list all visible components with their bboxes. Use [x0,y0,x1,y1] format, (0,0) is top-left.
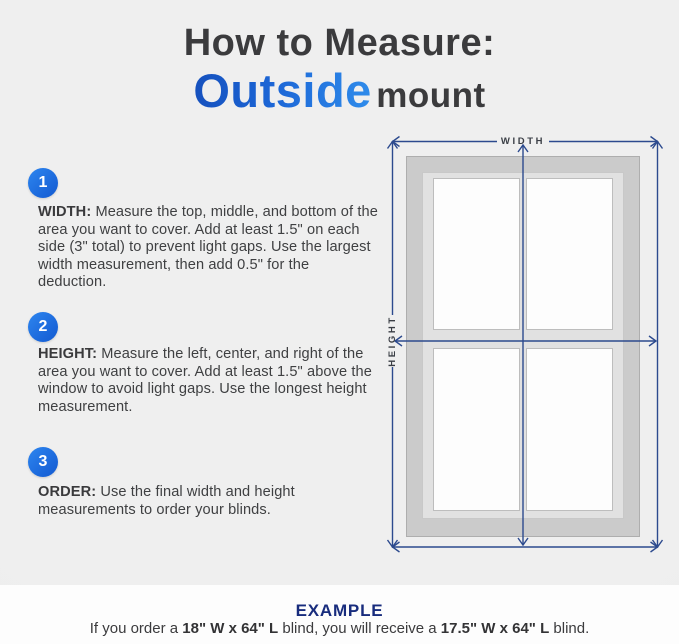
title-highlight: Outside [193,63,372,117]
step-3-body: Use the final width and height measurements to order your blinds. [38,484,295,518]
window-measurement-diagram [380,128,672,560]
window-diagram-svg [380,128,672,560]
title-suffix: mount [376,75,486,115]
example-sentence [0,621,679,637]
pane-bottom-right [527,349,613,511]
example-order-size: 18" W x 64" L [182,620,279,637]
pane-bottom-left [434,349,520,511]
step-3-number-badge: 3 [28,447,58,477]
step-2-label: HEIGHT: [38,346,98,362]
example-mid: blind, you will receive a [278,620,441,637]
step-1-number-badge: 1 [28,168,58,198]
title-line2 [0,63,679,117]
example-receive-size: 17.5" W x 64" L [440,620,550,637]
step-2-text [38,346,378,416]
width-dimension-label: WIDTH [500,136,546,147]
step-1-body: Measure the top, middle, and bottom of the area you want to cover. Add at least 1.5" on each side (3" total) to prevent light gaps. Use the largest width measurement, then add 0.5" for the deduction. [38,204,378,290]
example-pre: If you order a [89,620,183,637]
bottom-width-arrow [393,542,658,552]
step-3-text [38,484,378,519]
example-post: blind. [549,620,590,637]
example-heading: EXAMPLE [295,601,384,620]
height-dimension-label: HEIGHT [387,315,398,367]
right-height-arrow [653,142,663,548]
step-2-body: Measure the left, center, and right of the area you want to cover. Add at least 1.5" above the window to avoid light gaps. Use the longest height measurement. [38,346,372,415]
step-3-label: ORDER: [38,484,97,500]
title-line1: How to Measure: [183,22,496,64]
step-1-label: WIDTH: [38,204,92,220]
example-section [0,585,679,644]
step-2-number-badge: 2 [28,312,58,342]
pane-top-right [527,179,613,330]
page-title [0,24,679,115]
step-1-text [38,204,378,292]
pane-top-left [434,179,520,330]
